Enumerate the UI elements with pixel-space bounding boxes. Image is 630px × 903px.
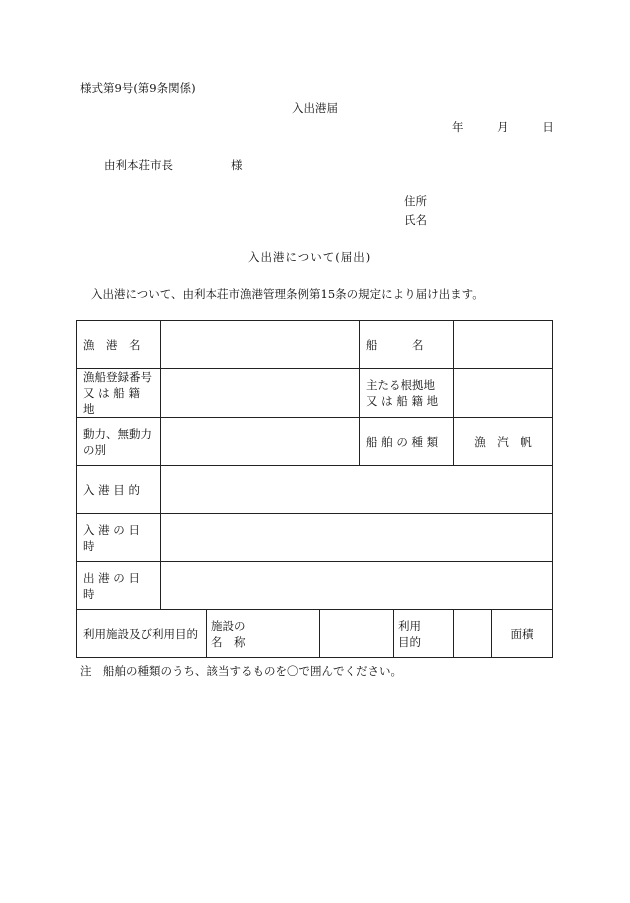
date-day: 日 [542, 120, 554, 134]
base-field[interactable] [454, 369, 553, 418]
ship-type-label: 船 舶 の 種 類 [360, 418, 454, 466]
date-year: 年 [452, 120, 464, 134]
registration-label [77, 369, 161, 418]
base-label [360, 369, 454, 418]
base-label-line1: 主たる根拠地 [366, 378, 436, 392]
power-label-line2: の別 [83, 442, 106, 457]
body-text: 入出港について、由利本荘市漁港管理条例第15条の規定により届け出ます。 [91, 287, 484, 301]
use-purpose-label-line1: 利用 [398, 618, 422, 633]
facility-name-label [207, 610, 320, 658]
use-purpose-field[interactable] [454, 610, 492, 658]
facility-use-label: 利用施設及び利用目的 [77, 610, 207, 658]
entry-purpose-label: 入 港 目 的 [77, 466, 161, 514]
fishing-port-label: 漁 港 名 [77, 321, 161, 369]
table-row [77, 610, 553, 658]
power-field[interactable] [161, 418, 360, 466]
footnote: 注 船舶の種類のうち、該当するものを〇で囲んでください。 [80, 664, 402, 678]
date-month: 月 [497, 120, 509, 134]
table-row [77, 418, 553, 466]
table-row [77, 466, 553, 514]
table-row [77, 562, 553, 610]
table-row [77, 321, 553, 369]
use-purpose-label [394, 610, 454, 658]
fishing-port-field[interactable] [161, 321, 360, 369]
address-label: 住所 [404, 194, 427, 208]
ship-name-label: 船 名 [360, 321, 454, 369]
registration-field[interactable] [161, 369, 360, 418]
facility-name-label-line1: 施設の [211, 618, 246, 633]
facility-name-field[interactable] [320, 610, 394, 658]
entry-purpose-field[interactable] [161, 466, 553, 514]
registration-label-line2: 又 は 船 籍 地 [83, 386, 140, 416]
addressee-name: 由利本荘市長 [104, 158, 173, 172]
power-label [77, 418, 161, 466]
addressee [104, 157, 243, 173]
ship-type-options[interactable]: 漁 汽 帆 [454, 418, 553, 466]
base-label-line2: 又 は 船 籍 地 [366, 394, 439, 408]
table-row [77, 514, 553, 562]
exit-datetime-field[interactable] [161, 562, 553, 610]
facility-name-label-line2: 名 称 [211, 634, 246, 649]
form-number: 様式第9号(第9条関係) [80, 81, 196, 95]
ship-name-field[interactable] [454, 321, 553, 369]
registration-label-line1: 漁船登録番号 [83, 370, 152, 384]
entry-exit-form-table [76, 320, 553, 658]
document-title: 入出港届 [292, 101, 338, 115]
table-row [77, 369, 553, 418]
area-label: 面積 [492, 610, 553, 658]
addressee-honorific: 様 [231, 158, 243, 172]
use-purpose-label-line2: 目的 [398, 634, 422, 649]
power-label-line1: 動力、無動力 [83, 426, 152, 441]
subject-line: 入出港について(届出) [248, 250, 372, 264]
exit-datetime-label: 出 港 の 日 時 [77, 562, 161, 610]
name-label: 氏名 [404, 213, 427, 227]
date-line [452, 119, 584, 135]
entry-datetime-field[interactable] [161, 514, 553, 562]
entry-datetime-label: 入 港 の 日 時 [77, 514, 161, 562]
